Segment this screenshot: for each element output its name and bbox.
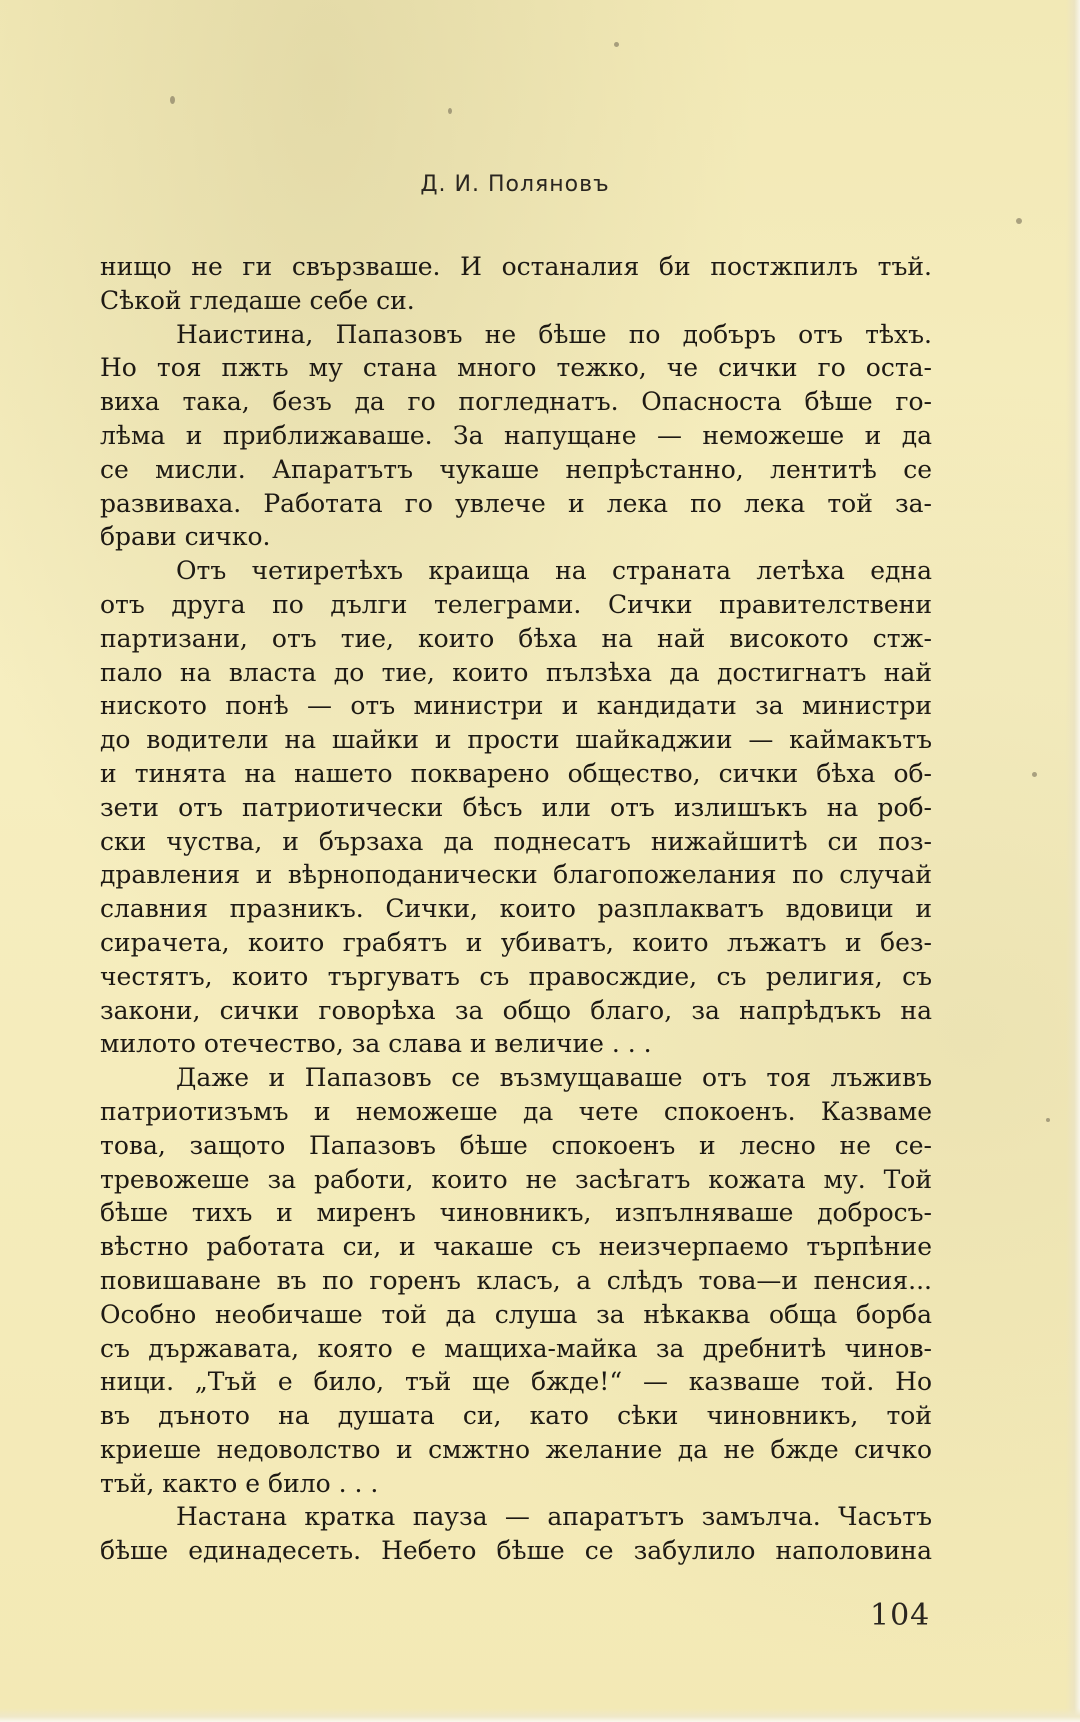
text-line: патриотизъмъ и неможеше да чете спокоенъ. Казваме [100,1096,932,1126]
text-line: зети отъ патриотически бѣсъ или отъ излишъкъ на роб- [100,792,932,822]
text-line: ници. „Тъй е било, тъй ще бжде!“ — казваше той. Но [100,1367,932,1397]
text-line: Наистина, Папазовъ не бѣше по добъръ отъ тѣхъ. [176,319,932,349]
text-line: развиваха. Работата го увлече и лека по лека той за- [100,488,932,518]
text-line: Настана кратка пауза — апаратътъ замълча. Часътъ [176,1502,932,1532]
text-line: съ държавата, която е мащиха-майка за дребнитѣ чинов- [100,1333,932,1363]
paper-speck [1046,1118,1050,1122]
text-line: виха така, безъ да го погледнатъ. Опасноста бѣше го- [100,387,932,417]
text-line: пало на власта до тие, които пълзѣха да достигнатъ най [100,657,932,687]
text-line: славния празникъ. Сички, които разплакватъ вдовици и [100,894,932,924]
page-number: 104 [870,1598,931,1633]
text-line: сирачета, които грабятъ и убиватъ, които лъжатъ и без- [100,927,932,957]
page-edge [1066,0,1080,1722]
text-line: бѣше единадесеть. Небето бѣше се забулило наполовина [100,1536,932,1566]
text-line: партизани, отъ тие, които бѣха на най високото стж- [100,623,932,653]
text-line: въ дъното на душата си, като сѣки чиновникъ, той [100,1401,932,1431]
text-line: до водители на шайки и прости шайкаджии — каймакътъ [100,725,932,755]
text-line: тревожеше за работи, които не засѣгатъ кожата му. Той [100,1164,932,1194]
text-line: тъй, както е било . . . [100,1468,379,1498]
paper-speck [170,96,175,104]
paper-speck [1032,772,1037,777]
text-line: ски чуства, и бързаха да поднесатъ нижайшитѣ си поз- [100,826,932,856]
page-edge [0,1708,1080,1722]
text-line: милото отечество, за слава и величие . . . [100,1029,652,1059]
text-line: честятъ, които търгуватъ съ правосждие, съ религия, съ [100,961,932,991]
text-line: повишаване въ по горенъ класъ, а слѣдъ това—и пенсия... [100,1265,932,1295]
text-line: Сѣкой гледаше себе си. [100,285,415,315]
text-line: криеше недоволство и смжтно желание да не бжде сичко [100,1434,932,1464]
running-header-author: Д. И. Поляновъ [420,172,610,197]
text-line: това, защото Папазовъ бѣше спокоенъ и лесно не се- [100,1130,932,1160]
text-line: Отъ четиретѣхъ краища на страната летѣха една [176,556,932,586]
paper-speck [614,42,619,47]
text-line: вѣстно работата си, и чакаше съ неизчерпаемо търпѣние [100,1232,932,1262]
text-line: и тинята на нашето покварено общество, сички бѣха об- [100,758,932,788]
text-line: Даже и Папазовъ се възмущаваше отъ тоя лъживъ [176,1063,932,1093]
text-line: дравления и вѣрноподанически благопожелания по случай [100,860,932,890]
text-line: брави сичко. [100,522,271,552]
text-line: отъ друга по дълги телеграми. Сички правителствени [100,589,932,619]
text-line: Особно необичаше той да слуша за нѣкаква обща борба [100,1299,932,1329]
text-line: нищо не ги свързваше. И останалия би постжпилъ тъй. [100,252,932,281]
text-line: се мисли. Апаратътъ чукаше непрѣстанно, лентитѣ се [100,454,932,484]
text-line: Но тоя пжть му стана много тежко, че сички го оста- [100,353,932,383]
text-line: бѣше тихъ и миренъ чиновникъ, изпълняваше добросъ- [100,1198,932,1228]
text-line: ниското понѣ — отъ министри и кандидати за министри [100,691,932,721]
paper-speck [448,108,452,114]
text-line: лѣма и приближаваше. За напущане — неможеше и да [100,420,932,450]
body-text [100,250,932,1568]
paper-speck [1016,218,1022,224]
text-line: закони, сички говорѣха за общо благо, за напрѣдъкъ на [100,995,932,1025]
